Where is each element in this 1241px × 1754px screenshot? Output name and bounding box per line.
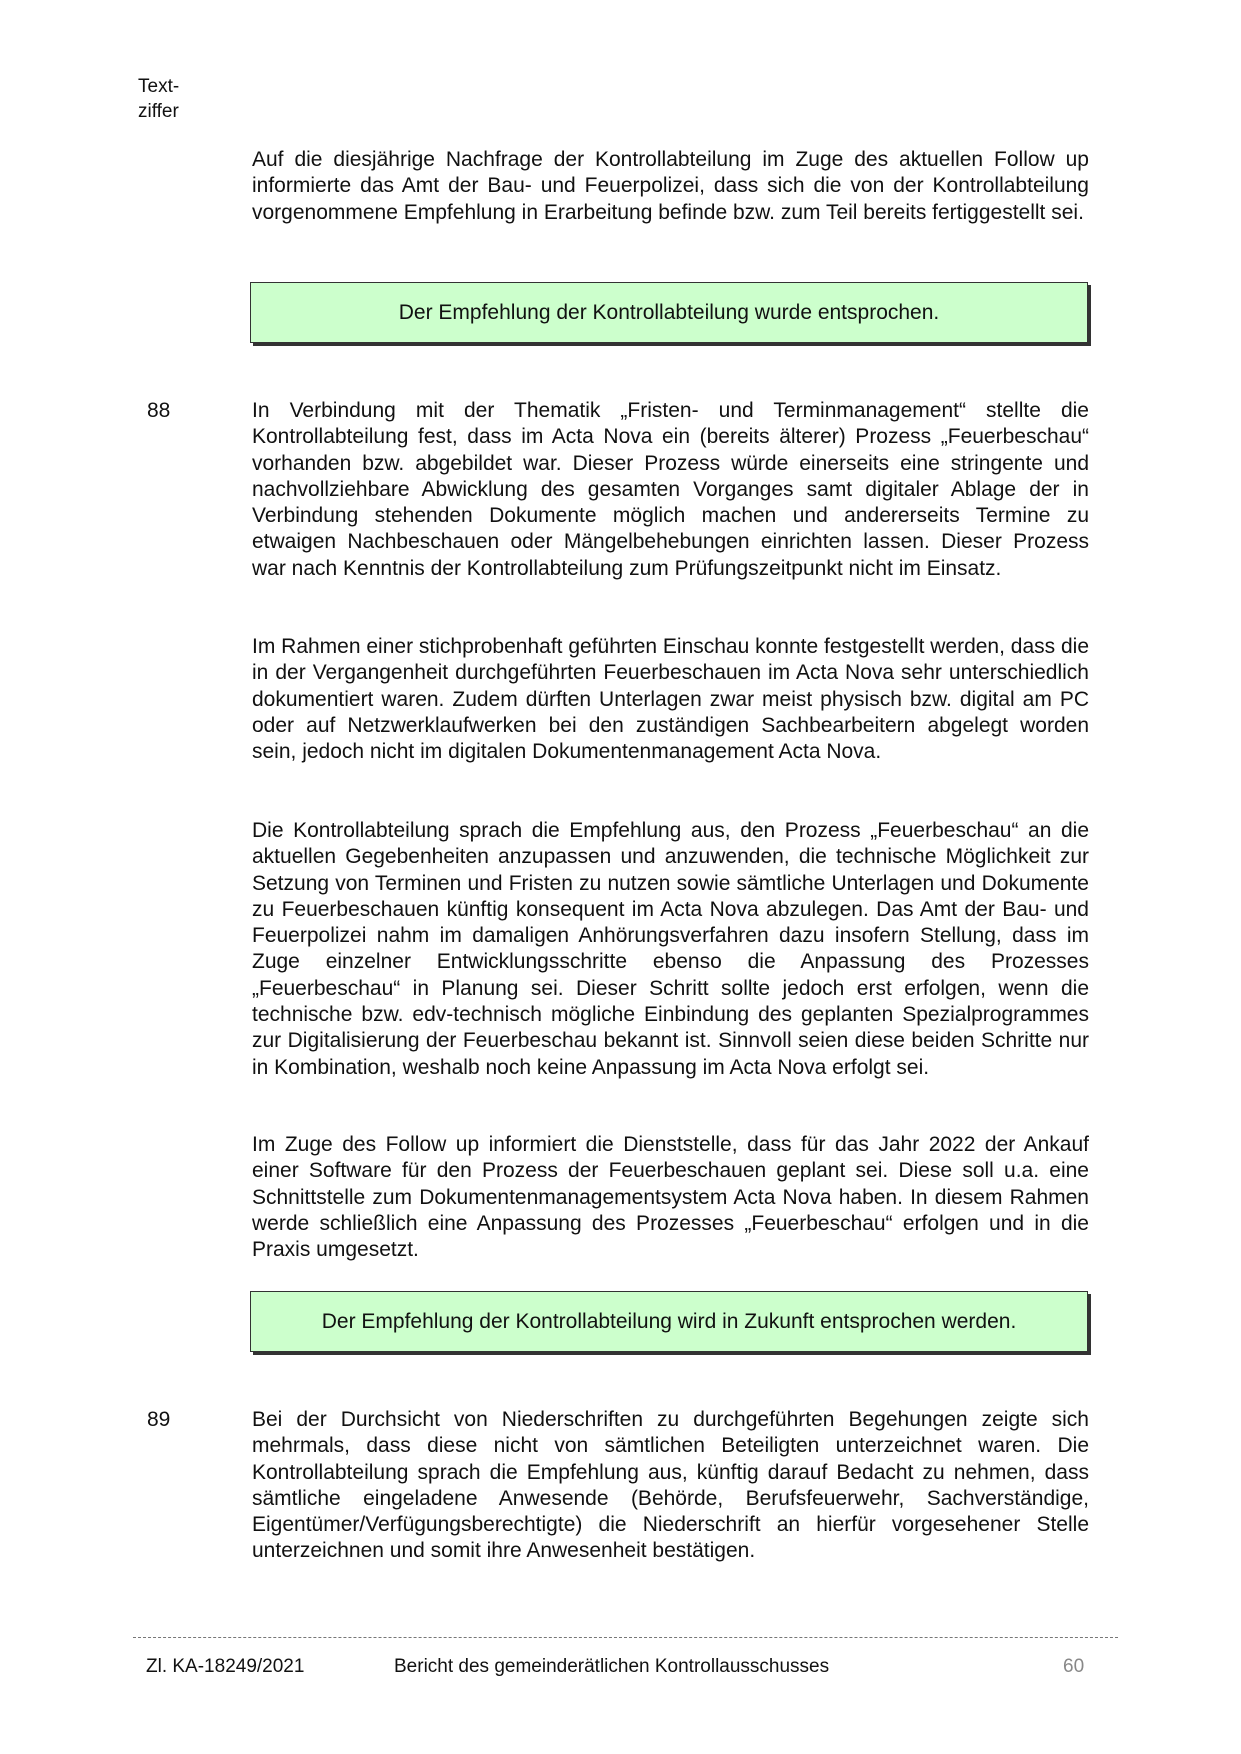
section-number-89: 89 [147,1408,171,1431]
section-88-paragraph-3: Die Kontrollabteilung sprach die Empfehlung aus, den Prozess „Feuerbeschau“ an die aktuellen Gegebenheiten anzupassen und anzuwenden, die technische Möglichkeit zur Setzung von Terminen und Fristen zu nutzen sowie sämtliche Unterlagen und Dokumente zu Feuerbeschauen künftig konsequent im Acta Nova abzulegen. Das Amt der Bau- und Feuerpolizei nahm im damaligen Anhörungsverfahren dazu insofern Stellung, dass im Zuge einzelner Entwicklungsschritte ebenso die Anpassung des Prozesses „Feuerbeschau“ in Planung sei. Dieser Schritt sollte jedoch erst erfolgen, wenn die technische bzw. edv-technisch mögliche Einbindung des geplanten Spezialprogrammes zur Digitalisierung der Feuerbeschau bekannt ist. Sinnvoll seien diese beiden Schritte nur in Kombination, weshalb noch keine Anpassung im Acta Nova erfolgt sei. [252,819,1089,1079]
page-number: 60 [1063,1656,1085,1677]
notice-box-fulfilled [250,282,1088,343]
section-88-paragraph-1: In Verbindung mit der Thematik „Fristen- und Terminmanagement“ stellte die Kontrollabteilung fest, dass im Acta Nova ein (bereits älterer) Prozess „Feuerbeschau“ vorhanden bzw. abgebildet war. Dieser Prozess würde einerseits eine stringente und nachvollziehbare Abwicklung des gesamten Vorganges samt digitaler Ablage der in Verbindung stehenden Dokumente möglich machen und andererseits Termine zu etwaigen Nachbeschauen oder Mängelbehebungen einrichten lassen. Dieser Prozess war nach Kenntnis der Kontrollabteilung zum Prüfungszeitpunkt nicht im Einsatz. [252,399,1089,580]
section-88-paragraph-4: Im Zuge des Follow up informiert die Dienststelle, dass für das Jahr 2022 der Ankauf einer Software für den Prozess der Feuerbeschauen geplant sei. Diese soll u.a. eine Schnittstelle zum Dokumentenmanagementsystem Acta Nova haben. In diesem Rahmen werde schließlich eine Anpassung des Prozesses „Feuerbeschau“ erfolgen und in die Praxis umgesetzt. [252,1133,1089,1262]
notice-text: Der Empfehlung der Kontrollabteilung wird in Zukunft entsprochen werden. [321,1309,1017,1333]
footer-divider [133,1637,1118,1638]
notice-text: Der Empfehlung der Kontrollabteilung wurde entsprochen. [398,300,940,324]
margin-label-textziffer [138,74,208,124]
notice-box-future [250,1291,1088,1352]
footer-reference: Zl. KA-18249/2021 [146,1656,305,1677]
footer-title: Bericht des gemeinderätlichen Kontrollausschusses [394,1656,830,1677]
section-number-88: 88 [147,399,171,422]
section-89-paragraph: Bei der Durchsicht von Niederschriften zu durchgeführten Begehungen zeigte sich mehrmals, dass diese nicht von sämtlichen Beteiligten unterzeichnet waren. Die Kontrollabteilung sprach die Empfehlung aus, künftig darauf Bedacht zu nehmen, dass sämtliche eingeladene Anwesende (Behörde, Berufsfeuerwehr, Sachverständige, Eigentümer/Verfügungsberechtigte) die Niederschrift an hierfür vorgesehener Stelle unterzeichnen und somit ihre Anwesenheit bestätigen. [252,1408,1089,1563]
section-88-paragraph-2: Im Rahmen einer stichprobenhaft geführten Einschau konnte festgestellt werden, dass die in der Vergangenheit durchgeführten Feuerbeschauen im Acta Nova sehr unterschiedlich dokumentiert waren. Zudem dürften Unterlagen zwar meist physisch bzw. digital am PC oder auf Netzwerklaufwerken bei den zuständigen Sachbearbeitern abgelegt worden sein, jedoch nicht im digitalen Dokumentenmanagement Acta Nova. [252,635,1089,764]
margin-label-line2: ziffer [138,101,179,122]
intro-paragraph: Auf die diesjährige Nachfrage der Kontrollabteilung im Zuge des aktuellen Follow up informierte das Amt der Bau- und Feuerpolizei, dass sich die von der Kontrollabteilung vorgenommene Empfehlung in Erarbeitung befinde bzw. zum Teil bereits fertiggestellt sei. [252,148,1089,224]
margin-label-line1: Text- [138,76,180,97]
